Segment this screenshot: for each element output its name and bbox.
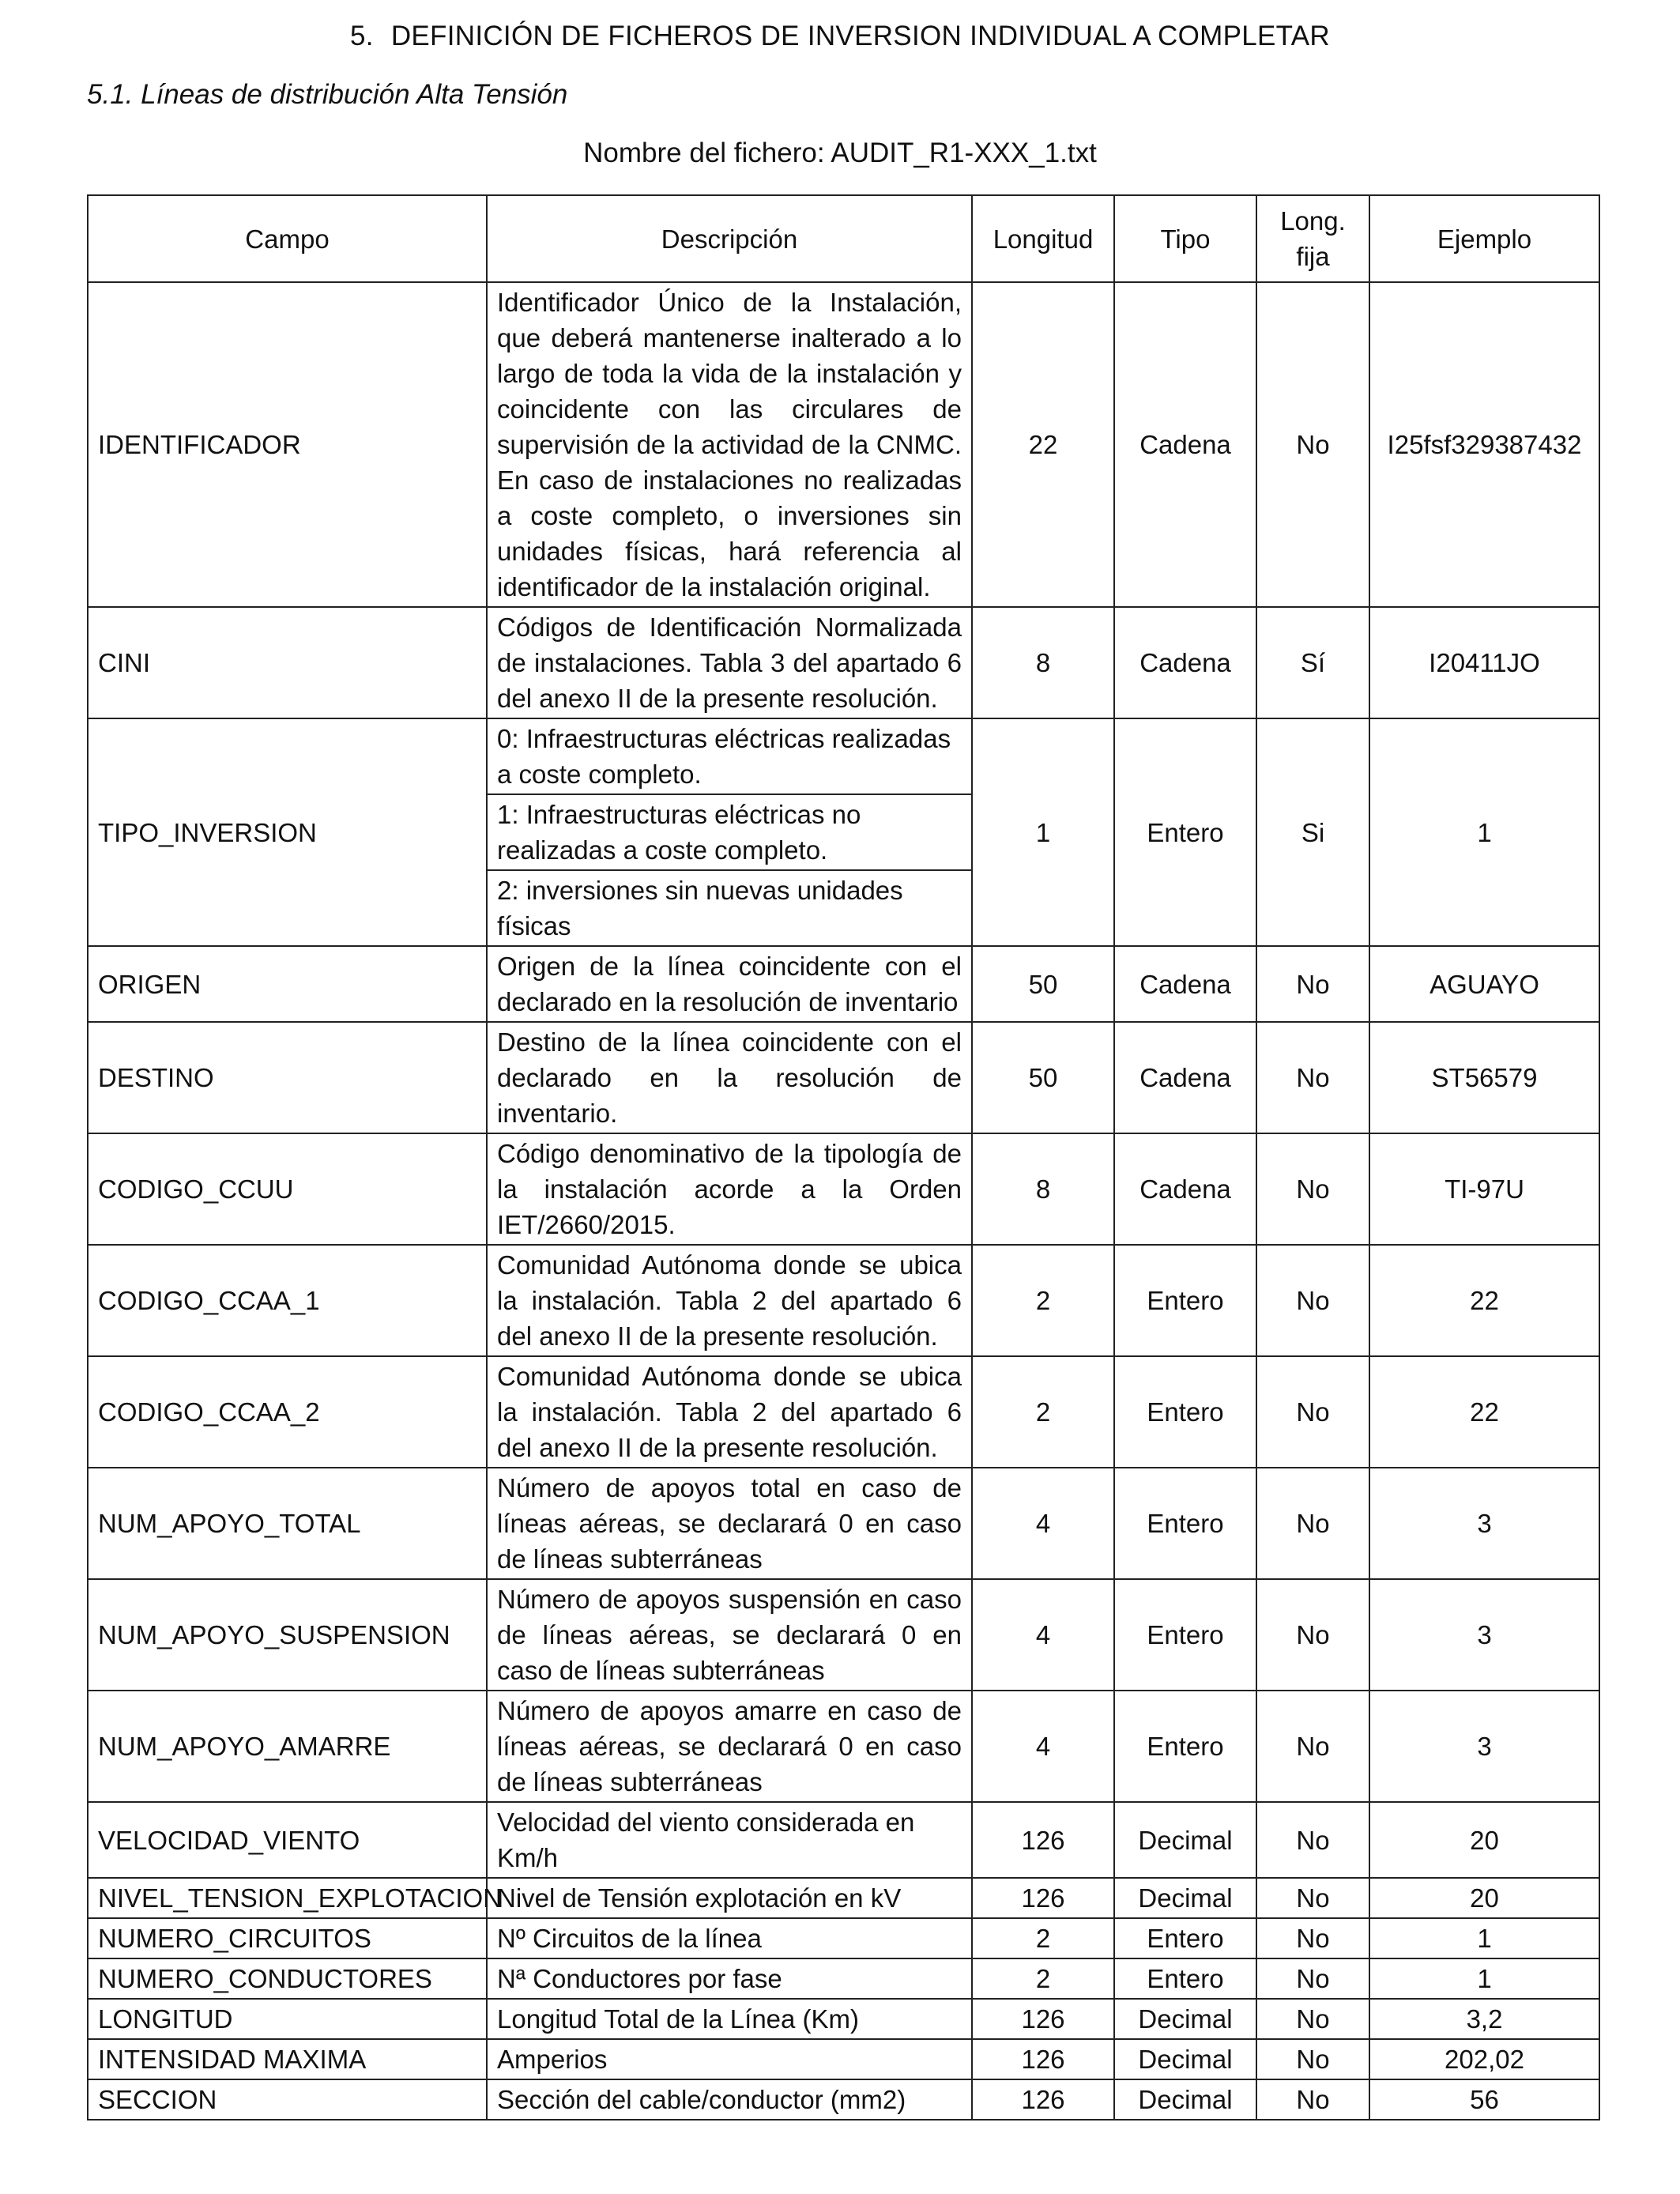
cell-longitud: 2: [972, 1356, 1114, 1468]
cell-ejemplo: 20: [1369, 1802, 1599, 1878]
cell-descripcion: Número de apoyos amarre en caso de líneas aéreas, se declarará 0 en caso de líneas subterráneas: [487, 1691, 972, 1802]
header-tipo: Tipo: [1114, 195, 1256, 282]
cell-ejemplo: I25fsf329387432: [1369, 282, 1599, 607]
cell-longitud: 126: [972, 2079, 1114, 2120]
section-heading: [0, 21, 1680, 52]
cell-longitud: 4: [972, 1468, 1114, 1579]
cell-ejemplo: 202,02: [1369, 2039, 1599, 2079]
cell-campo: SECCION: [88, 2079, 487, 2120]
table-row: [88, 1918, 1599, 1958]
cell-ejemplo: TI-97U: [1369, 1133, 1599, 1245]
cell-longitud: 126: [972, 1999, 1114, 2039]
cell-descripcion: Destino de la línea coincidente con el declarado en la resolución de inventario.: [487, 1022, 972, 1133]
cell-long-fija: No: [1256, 1022, 1369, 1133]
section-title: DEFINICIÓN DE FICHEROS DE INVERSION INDIVIDUAL A COMPLETAR: [390, 21, 1330, 51]
cell-ejemplo: ST56579: [1369, 1022, 1599, 1133]
cell-campo: NUM_APOYO_AMARRE: [88, 1691, 487, 1802]
cell-long-fija: No: [1256, 2039, 1369, 2079]
cell-long-fija: No: [1256, 1133, 1369, 1245]
cell-ejemplo: 1: [1369, 718, 1599, 946]
cell-long-fija: No: [1256, 2079, 1369, 2120]
cell-tipo: Entero: [1114, 1579, 1256, 1691]
cell-longitud: 126: [972, 1802, 1114, 1878]
cell-long-fija: No: [1256, 1878, 1369, 1918]
header-descripcion: Descripción: [487, 195, 972, 282]
cell-long-fija: No: [1256, 1958, 1369, 1999]
table-row: [88, 282, 1599, 607]
cell-tipo: Entero: [1114, 1958, 1256, 1999]
cell-campo: NIVEL_TENSION_EXPLOTACION: [88, 1878, 487, 1918]
cell-tipo: Cadena: [1114, 946, 1256, 1022]
cell-ejemplo: 1: [1369, 1958, 1599, 1999]
cell-ejemplo: 1: [1369, 1918, 1599, 1958]
header-long-fija-line2: fija: [1296, 242, 1330, 271]
table-row: [88, 607, 1599, 718]
table-row: [88, 1579, 1599, 1691]
cell-tipo: Entero: [1114, 1245, 1256, 1356]
header-campo: Campo: [88, 195, 487, 282]
cell-long-fija: No: [1256, 1468, 1369, 1579]
cell-campo: NUMERO_CIRCUITOS: [88, 1918, 487, 1958]
cell-longitud: 50: [972, 1022, 1114, 1133]
cell-ejemplo: 3: [1369, 1691, 1599, 1802]
table-header-row: [88, 195, 1599, 282]
cell-tipo: Cadena: [1114, 1022, 1256, 1133]
cell-tipo: Cadena: [1114, 282, 1256, 607]
cell-longitud: 50: [972, 946, 1114, 1022]
cell-tipo: Decimal: [1114, 2039, 1256, 2079]
description-option: 0: Infraestructuras eléctricas realizadas a coste completo.: [488, 719, 971, 795]
cell-tipo: Entero: [1114, 718, 1256, 946]
cell-campo: IDENTIFICADOR: [88, 282, 487, 607]
cell-longitud: 126: [972, 2039, 1114, 2079]
cell-tipo: Decimal: [1114, 1878, 1256, 1918]
cell-tipo: Decimal: [1114, 2079, 1256, 2120]
cell-descripcion: Nivel de Tensión explotación en kV: [487, 1878, 972, 1918]
cell-tipo: Cadena: [1114, 607, 1256, 718]
cell-longitud: 22: [972, 282, 1114, 607]
header-longitud: Longitud: [972, 195, 1114, 282]
cell-campo: LONGITUD: [88, 1999, 487, 2039]
cell-descripcion: Número de apoyos suspensión en caso de líneas aéreas, se declarará 0 en caso de líneas subterráneas: [487, 1579, 972, 1691]
table-row: [88, 1022, 1599, 1133]
cell-long-fija: No: [1256, 1245, 1369, 1356]
cell-campo: CODIGO_CCUU: [88, 1133, 487, 1245]
cell-long-fija: No: [1256, 1356, 1369, 1468]
cell-long-fija: Si: [1256, 718, 1369, 946]
cell-descripcion: Código denominativo de la tipología de la instalación acorde a la Orden IET/2660/2015.: [487, 1133, 972, 1245]
cell-campo: NUMERO_CONDUCTORES: [88, 1958, 487, 1999]
header-long-fija: [1256, 195, 1369, 282]
cell-ejemplo: 3,2: [1369, 1999, 1599, 2039]
table-row: [88, 1802, 1599, 1878]
table-row: [88, 1468, 1599, 1579]
cell-descripcion: Comunidad Autónoma donde se ubica la instalación. Tabla 2 del apartado 6 del anexo II de la presente resolución.: [487, 1356, 972, 1468]
cell-campo: NUM_APOYO_SUSPENSION: [88, 1579, 487, 1691]
field-spec-table: [87, 194, 1600, 2120]
cell-longitud: 8: [972, 1133, 1114, 1245]
cell-long-fija: No: [1256, 1999, 1369, 2039]
cell-campo: CINI: [88, 607, 487, 718]
cell-long-fija: No: [1256, 1579, 1369, 1691]
cell-campo: CODIGO_CCAA_2: [88, 1356, 487, 1468]
table-row: [88, 1356, 1599, 1468]
cell-tipo: Entero: [1114, 1356, 1256, 1468]
table-row: [88, 1691, 1599, 1802]
cell-descripcion: Número de apoyos total en caso de líneas aéreas, se declarará 0 en caso de líneas subterráneas: [487, 1468, 972, 1579]
section-number: 5.: [350, 21, 374, 51]
cell-descripcion: Velocidad del viento considerada en Km/h: [487, 1802, 972, 1878]
cell-longitud: 2: [972, 1958, 1114, 1999]
header-ejemplo: Ejemplo: [1369, 195, 1599, 282]
cell-long-fija: No: [1256, 946, 1369, 1022]
cell-campo: NUM_APOYO_TOTAL: [88, 1468, 487, 1579]
cell-longitud: 4: [972, 1579, 1114, 1691]
description-option: 1: Infraestructuras eléctricas no realizadas a coste completo.: [488, 795, 971, 871]
cell-tipo: Entero: [1114, 1918, 1256, 1958]
cell-ejemplo: 56: [1369, 2079, 1599, 2120]
cell-long-fija: Sí: [1256, 607, 1369, 718]
cell-longitud: 2: [972, 1918, 1114, 1958]
cell-campo: INTENSIDAD MAXIMA: [88, 2039, 487, 2079]
table-row: [88, 718, 1599, 946]
cell-ejemplo: 3: [1369, 1468, 1599, 1579]
cell-descripcion: Comunidad Autónoma donde se ubica la instalación. Tabla 2 del apartado 6 del anexo II de la presente resolución.: [487, 1245, 972, 1356]
table-row: [88, 946, 1599, 1022]
cell-descripcion: Longitud Total de la Línea (Km): [487, 1999, 972, 2039]
cell-longitud: 4: [972, 1691, 1114, 1802]
cell-long-fija: No: [1256, 1802, 1369, 1878]
table-row: [88, 1999, 1599, 2039]
cell-campo: DESTINO: [88, 1022, 487, 1133]
table-row: [88, 1878, 1599, 1918]
cell-campo: ORIGEN: [88, 946, 487, 1022]
cell-tipo: Decimal: [1114, 1802, 1256, 1878]
table-row: [88, 1245, 1599, 1356]
cell-tipo: Cadena: [1114, 1133, 1256, 1245]
table-row: [88, 2039, 1599, 2079]
cell-ejemplo: 20: [1369, 1878, 1599, 1918]
table-row: [88, 1958, 1599, 1999]
cell-descripcion: Origen de la línea coincidente con el declarado en la resolución de inventario: [487, 946, 972, 1022]
cell-longitud: 8: [972, 607, 1114, 718]
cell-ejemplo: 3: [1369, 1579, 1599, 1691]
cell-ejemplo: I20411JO: [1369, 607, 1599, 718]
cell-campo: CODIGO_CCAA_1: [88, 1245, 487, 1356]
cell-longitud: 1: [972, 718, 1114, 946]
header-long-fija-line1: Long.: [1280, 206, 1346, 236]
cell-tipo: Entero: [1114, 1468, 1256, 1579]
description-option: 2: inversiones sin nuevas unidades físicas: [497, 876, 903, 941]
table-row: [88, 1133, 1599, 1245]
cell-ejemplo: 22: [1369, 1245, 1599, 1356]
cell-descripcion: [487, 718, 972, 946]
cell-tipo: Decimal: [1114, 1999, 1256, 2039]
cell-ejemplo: AGUAYO: [1369, 946, 1599, 1022]
cell-descripcion: Códigos de Identificación Normalizada de instalaciones. Tabla 3 del apartado 6 del anexo II de la presente resolución.: [487, 607, 972, 718]
cell-long-fija: No: [1256, 1918, 1369, 1958]
cell-ejemplo: 22: [1369, 1356, 1599, 1468]
cell-descripcion: Amperios: [487, 2039, 972, 2079]
file-name: Nombre del fichero: AUDIT_R1-XXX_1.txt: [583, 138, 1097, 168]
cell-descripcion: Identificador Único de la Instalación, que deberá mantenerse inalterado a lo largo de toda la vida de la instalación y coincidente con las circulares de supervisión de la actividad de la CNMC. En caso de instalaciones no realizadas a coste completo, o inversiones sin unidades físicas, hará referencia al identificador de la instalación original.: [487, 282, 972, 607]
cell-campo: TIPO_INVERSION: [88, 718, 487, 946]
table-row: [88, 2079, 1599, 2120]
cell-long-fija: No: [1256, 282, 1369, 607]
cell-campo: VELOCIDAD_VIENTO: [88, 1802, 487, 1878]
cell-tipo: Entero: [1114, 1691, 1256, 1802]
subsection-title: 5.1. Líneas de distribución Alta Tensión: [87, 79, 568, 110]
cell-long-fija: No: [1256, 1691, 1369, 1802]
cell-longitud: 2: [972, 1245, 1114, 1356]
cell-descripcion: Sección del cable/conductor (mm2): [487, 2079, 972, 2120]
cell-descripcion: Nª Conductores por fase: [487, 1958, 972, 1999]
cell-descripcion: Nº Circuitos de la línea: [487, 1918, 972, 1958]
cell-longitud: 126: [972, 1878, 1114, 1918]
